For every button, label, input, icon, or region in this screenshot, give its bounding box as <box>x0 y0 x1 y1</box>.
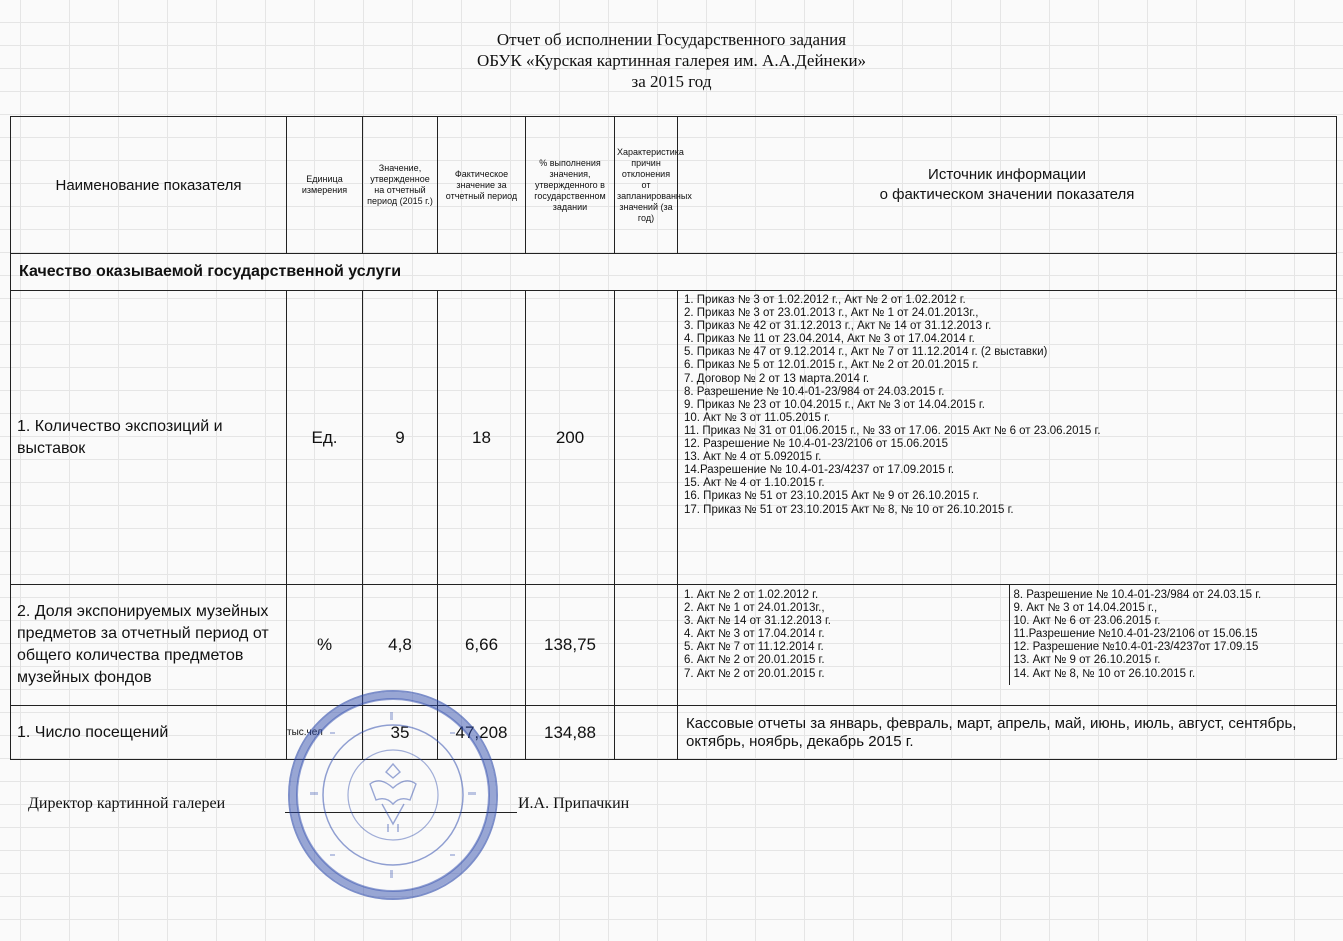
column-header-approved: Значение, утвержденное на отчетный период (2015 г.) <box>363 117 438 254</box>
indicator-name: 1. Количество экспозиций и выставок <box>11 291 287 585</box>
table-row <box>11 706 1337 760</box>
source-line: 8. Разрешение № 10.4-01-23/984 от 24.03.2015 г. <box>684 385 945 398</box>
report-period: за 2015 год <box>631 72 712 91</box>
source-header-line1: Источник информации <box>928 166 1086 183</box>
sources-right-column <box>1009 585 1337 685</box>
sources-left-column <box>678 585 1009 685</box>
column-header-reason: Характеристика причин отклонения от запланированных значений (за год) <box>615 117 678 254</box>
source-line: 4. Приказ № 11 от 23.04.2014, Акт № 3 от 17.04.2014 г. <box>684 333 975 346</box>
source-line: 12. Разрешение №10.4-01-23/4237от 17.09.15 <box>1013 641 1259 654</box>
source-line: 13. Акт № 4 от 5.092015 г. <box>684 451 822 464</box>
indicator-unit: тыс.чел <box>287 706 363 760</box>
indicator-unit: % <box>287 585 363 706</box>
table-row <box>11 585 1337 706</box>
source-line: 14.Разрешение № 10.4-01-23/4237 от 17.09.2015 г. <box>684 464 955 477</box>
indicator-unit: Ед. <box>287 291 363 585</box>
indicator-name: 2. Доля экспонируемых музейных предметов за отчетный период от общего количества предметов музейных фондов <box>11 585 287 706</box>
source-line: 10. Акт № 6 от 23.06.2015 г. <box>1013 615 1161 628</box>
source-line: 3. Приказ № 42 от 31.12.2013 г., Акт № 14 от 31.12.2013 г. <box>684 320 992 333</box>
source-line: 2. Акт № 1 от 24.01.2013г., <box>684 602 825 615</box>
column-header-source <box>678 117 1337 254</box>
table-header-row <box>11 117 1337 254</box>
source-line: 1. Акт № 2 от 1.02.2012 г. <box>684 589 819 601</box>
source-line: 7. Договор № 2 от 13 марта.2014 г. <box>684 372 870 385</box>
column-header-name: Наименование показателя <box>11 117 287 254</box>
source-line: 8. Разрешение № 10.4-01-23/984 от 24.03.15 г. <box>1013 589 1262 601</box>
indicator-source-text: Кассовые отчеты за январь, февраль, март, апрель, май, июнь, июль, август, сентябрь, октябрь, ноябрь, декабрь 2015 г. <box>678 706 1337 760</box>
indicator-sources <box>678 585 1337 706</box>
indicator-approved: 9 <box>363 291 438 585</box>
source-line: 1. Приказ № 3 от 1.02.2012 г., Акт № 2 от 1.02.2012 г. <box>684 294 966 306</box>
report-title: Отчет об исполнении Государственного задания <box>496 30 847 49</box>
indicator-actual: 18 <box>438 291 526 585</box>
indicator-percent: 200 <box>526 291 615 585</box>
indicator-percent: 138,75 <box>526 585 615 706</box>
source-line: 11. Приказ № 31 от 01.06.2015 г., № 33 от 17.06. 2015 Акт № 6 от 23.06.2015 г. <box>684 424 1101 437</box>
source-line: 3. Акт № 14 от 31.12.2013 г. <box>684 615 831 628</box>
source-line: 9. Приказ № 23 от 10.04.2015 г., Акт № 3 от 14.04.2015 г. <box>684 398 985 411</box>
indicator-reason <box>615 585 678 706</box>
sources-split <box>678 585 1336 685</box>
source-line: 4. Акт № 3 от 17.04.2014 г. <box>684 628 825 641</box>
indicator-sources <box>678 291 1337 585</box>
source-header-line2: о фактическом значении показателя <box>879 186 1135 203</box>
source-line: 15. Акт № 4 от 1.10.2015 г. <box>684 477 825 490</box>
source-line: 5. Приказ № 47 от 9.12.2014 г., Акт № 7 от 11.12.2014 г. (2 выставки) <box>684 346 1048 359</box>
source-line: 13. Акт № 9 от 26.10.2015 г. <box>1013 654 1161 667</box>
indicator-name: 1. Число посещений <box>11 706 287 760</box>
source-line: 17. Приказ № 51 от 23.10.2015 Акт № 8, № 10 от 26.10.2015 г. <box>684 503 1014 516</box>
source-line: 7. Акт № 2 от 20.01.2015 г. <box>684 667 825 680</box>
table-row <box>11 291 1337 585</box>
source-line: 12. Разрешение № 10.4-01-23/2106 от 15.06.2015 <box>684 438 949 451</box>
indicator-percent: 134,88 <box>526 706 615 760</box>
source-line: 2. Приказ № 3 от 23.01.2013 г., Акт № 1 от 24.01.2013г., <box>684 307 979 320</box>
source-line: 11.Разрешение №10.4-01-23/2106 от 15.06.15 <box>1013 628 1258 641</box>
source-line: 16. Приказ № 51 от 23.10.2015 Акт № 9 от 26.10.2015 г. <box>684 490 979 503</box>
organization-name: ОБУК «Курская картинная галерея им. А.А.Дейнеки» <box>476 51 867 70</box>
source-line: 9. Акт № 3 от 14.04.2015 г., <box>1013 602 1158 615</box>
indicator-reason <box>615 706 678 760</box>
column-header-actual: Фактическое значение за отчетный период <box>438 117 526 254</box>
source-line: 6. Приказ № 5 от 12.01.2015 г., Акт № 2 от 20.01.2015 г. <box>684 359 979 372</box>
indicator-reason <box>615 291 678 585</box>
indicator-actual: 47,208 <box>438 706 526 760</box>
report-table <box>10 116 1337 760</box>
section-title: Качество оказываемой государственной услуги <box>11 254 1337 291</box>
section-row <box>11 254 1337 291</box>
source-line: 10. Акт № 3 от 11.05.2015 г. <box>684 411 831 424</box>
column-header-unit: Единица измерения <box>287 117 363 254</box>
indicator-actual: 6,66 <box>438 585 526 706</box>
indicator-approved: 4,8 <box>363 585 438 706</box>
source-line: 14. Акт № 8, № 10 от 26.10.2015 г. <box>1013 667 1196 680</box>
indicator-approved: 35 <box>363 706 438 760</box>
seal-graphic <box>290 692 496 898</box>
source-line: 6. Акт № 2 от 20.01.2015 г. <box>684 654 825 667</box>
signer-name: И.А. Припачкин <box>518 795 630 812</box>
director-position: Директор картинной галереи <box>28 795 226 812</box>
official-seal-stamp <box>288 690 498 900</box>
source-line: 5. Акт № 7 от 11.12.2014 г. <box>684 641 824 654</box>
column-header-percent: % выполнения значения, утвержденного в государственном задании <box>526 117 615 254</box>
